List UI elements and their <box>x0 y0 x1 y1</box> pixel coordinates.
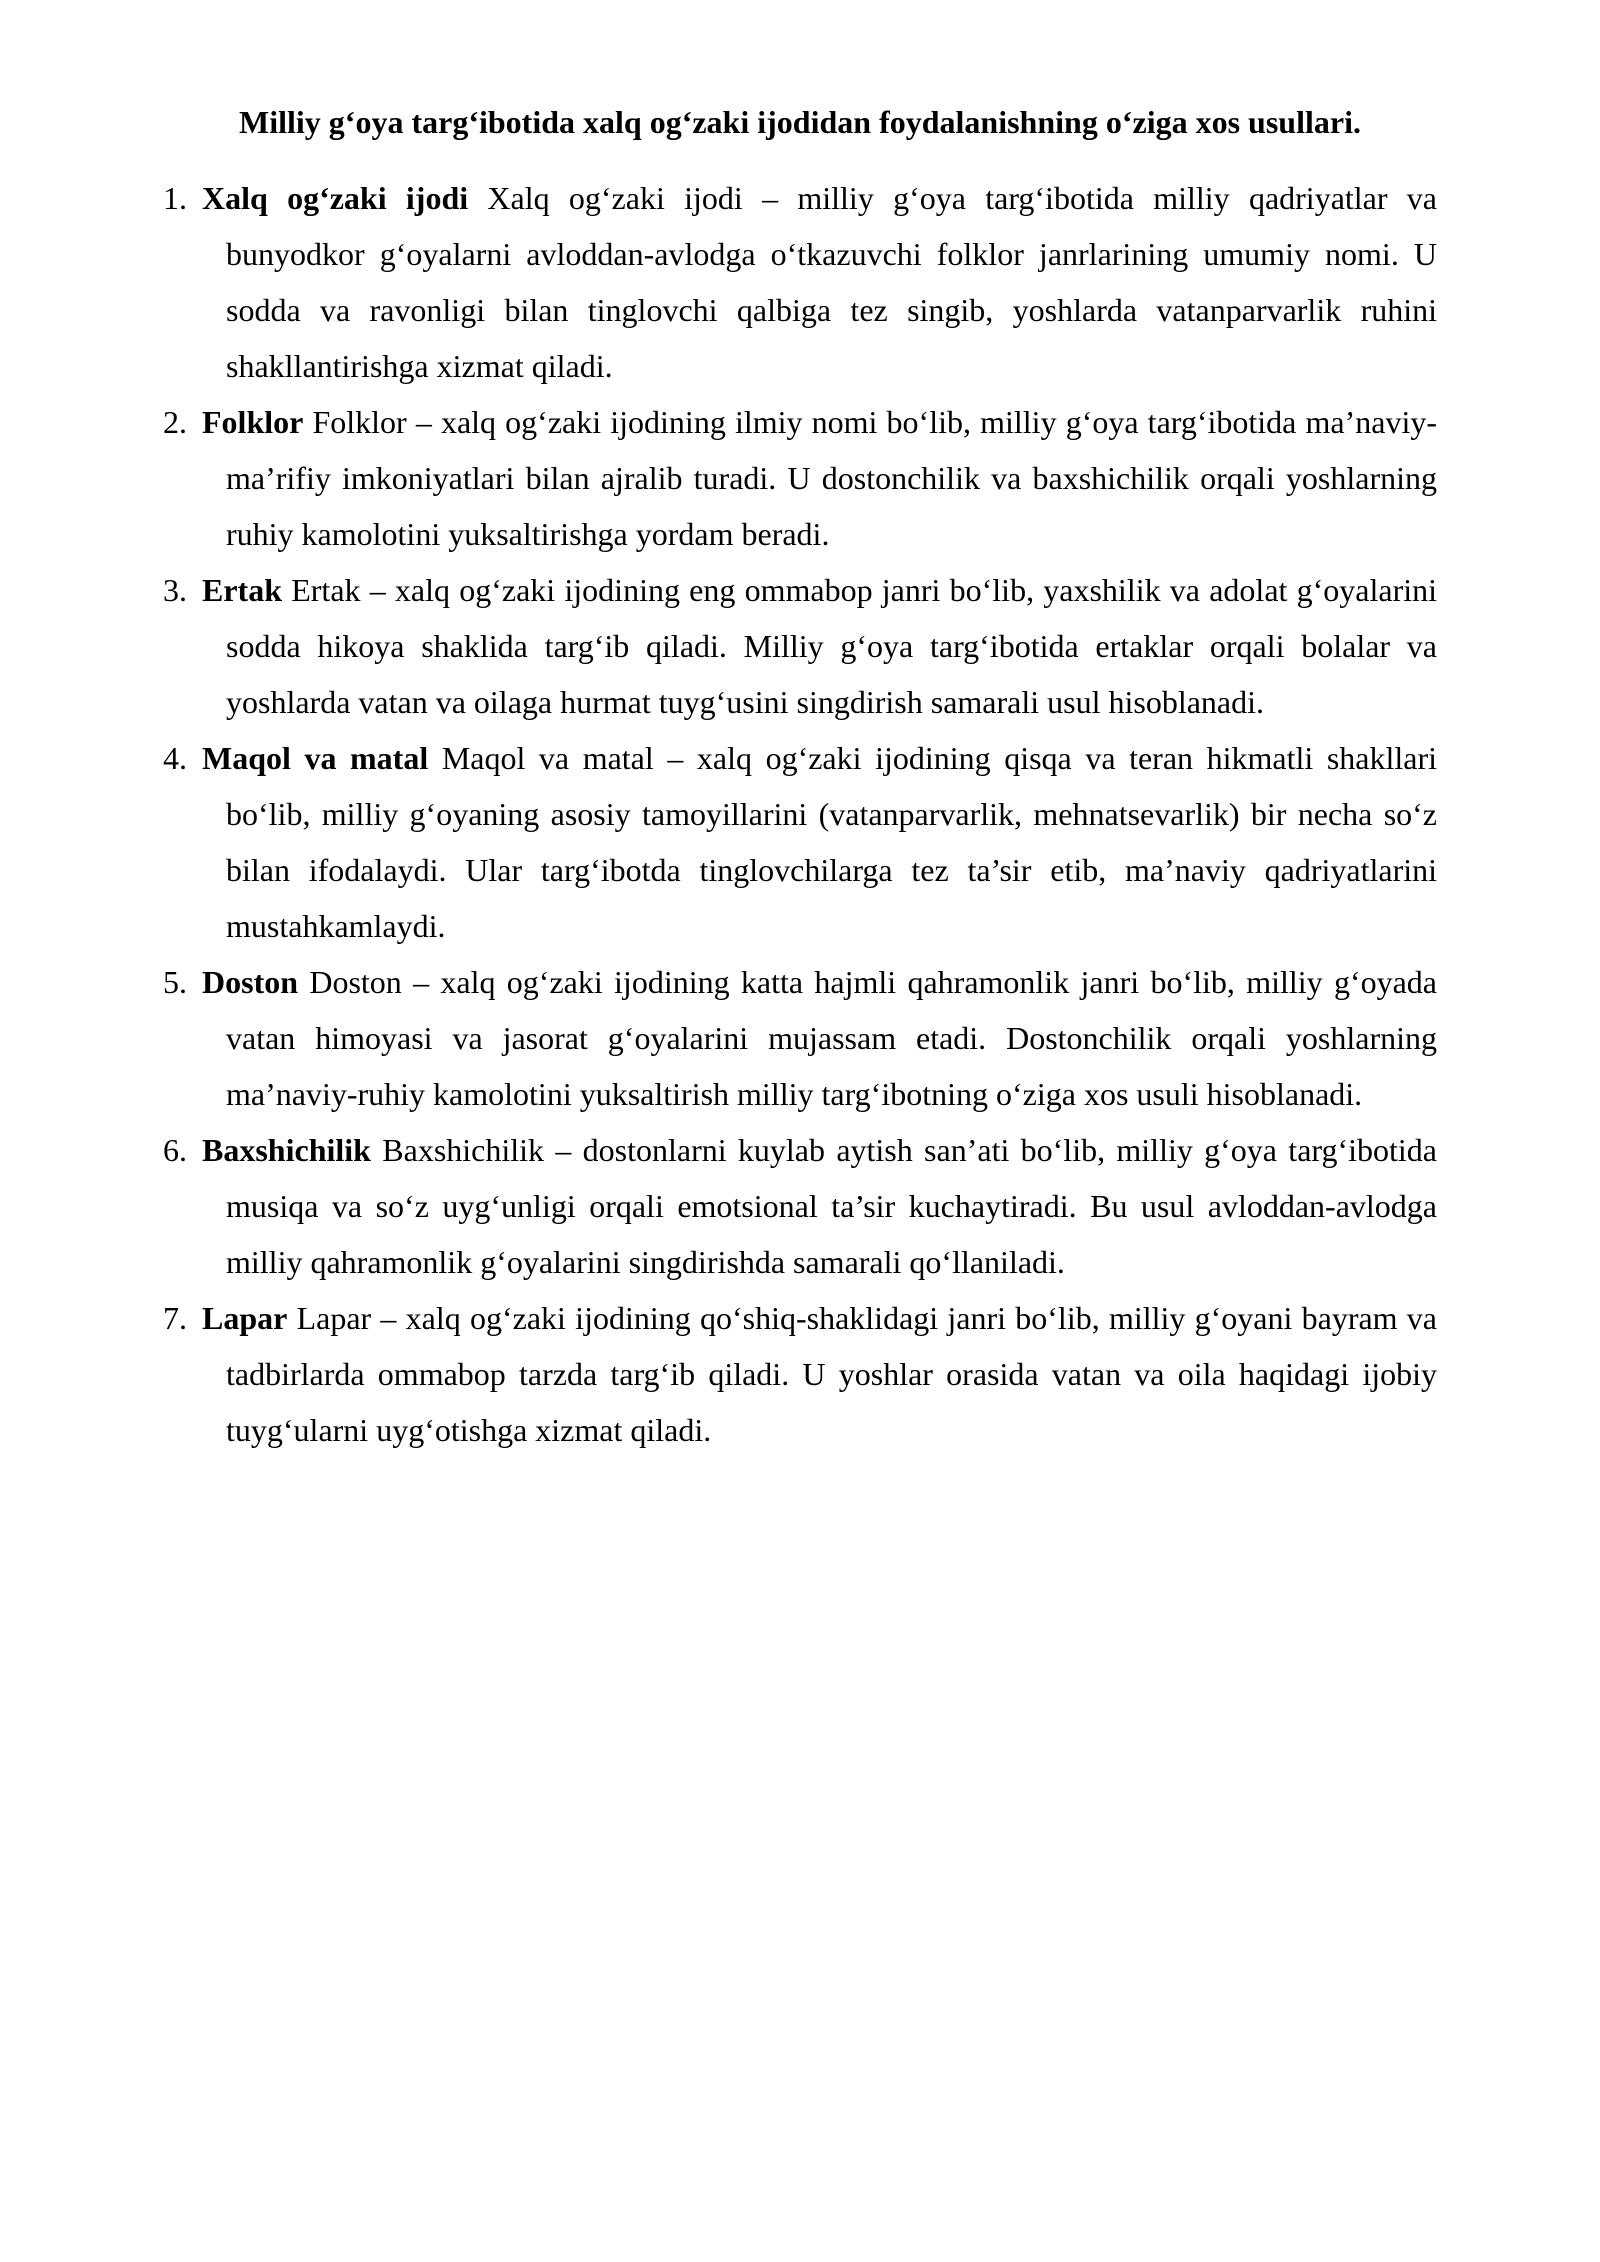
list-item <box>163 394 1437 562</box>
item-number: 7. <box>163 1300 187 1336</box>
item-term: Xalq og‘zaki ijodi <box>202 180 469 216</box>
list-item <box>163 1290 1437 1458</box>
list-item <box>163 170 1437 394</box>
item-text: Ertak – xalq og‘zaki ijodining eng ommabop janri bo‘lib, yaxshilik va adolat g‘oyalarini sodda hikoya shaklida targ‘ib qiladi. Milliy g‘oya targ‘ibotida ertaklar orqali bolalar va yoshlarda vatan va oilaga hurmat tuyg‘usini singdirish samarali usul hisoblanadi. <box>226 572 1438 720</box>
item-term: Lapar <box>202 1300 288 1336</box>
item-number: 3. <box>163 572 187 608</box>
item-term: Folklor <box>202 404 304 440</box>
item-number: 6. <box>163 1132 187 1168</box>
item-text: Lapar – xalq og‘zaki ijodining qo‘shiq-shaklidagi janri bo‘lib, milliy g‘oyani bayram va tadbirlarda ommabop tarzda targ‘ib qiladi. U yoshlar orasida vatan va oila haqidagi ijobiy tuyg‘ularni uyg‘otishga xizmat qiladi. <box>226 1300 1437 1448</box>
item-number: 5. <box>163 964 187 1000</box>
document-list <box>163 170 1437 1458</box>
list-item <box>163 562 1437 730</box>
item-term: Baxshichilik <box>202 1132 371 1168</box>
item-number: 2. <box>163 404 187 440</box>
item-term: Maqol va matal <box>202 740 429 776</box>
list-item <box>163 1122 1437 1290</box>
item-text: Xalq og‘zaki ijodi – milliy g‘oya targ‘ibotida milliy qadriyatlar va bunyodkor g‘oyalarni avloddan-avlodga o‘tkazuvchi folklor janrlarining umumiy nomi. U sodda va ravonligi bilan tinglovchi qalbiga tez singib, yoshlarda vatanparvarlik ruhini shakllantirishga xizmat qiladi. <box>226 180 1438 384</box>
list-item <box>163 730 1437 954</box>
item-text: Folklor – xalq og‘zaki ijodining ilmiy nomi bo‘lib, milliy g‘oya targ‘ibotida ma’naviy-ma’rifiy imkoniyatlari bilan ajralib turadi. U dostonchilik va baxshichilik orqali yoshlarning ruhiy kamolotini yuksaltirishga yordam beradi. <box>226 404 1438 552</box>
list-item <box>163 954 1437 1122</box>
item-number: 1. <box>163 180 187 216</box>
item-text: Baxshichilik – dostonlarni kuylab aytish san’ati bo‘lib, milliy g‘oya targ‘ibotida musiqa va so‘z uyg‘unligi orqali emotsional ta’sir kuchaytiradi. Bu usul avloddan-avlodga milliy qahramonlik g‘oyalarini singdirishda samarali qo‘llaniladi. <box>226 1132 1438 1280</box>
item-term: Doston <box>202 964 299 1000</box>
item-number: 4. <box>163 740 187 776</box>
item-text: Maqol va matal – xalq og‘zaki ijodining qisqa va teran hikmatli shakllari bo‘lib, milliy g‘oyaning asosiy tamoyillarini (vatanparvarlik, mehnatsevarlik) bir necha so‘z bilan ifodalaydi. Ular targ‘ibotda tinglovchilarga tez ta’sir etib, ma’naviy qadriyatlarini mustahkamlaydi. <box>226 740 1438 944</box>
item-term: Ertak <box>202 572 282 608</box>
document-title: Milliy g‘oya targ‘ibotida xalq og‘zaki ijodidan foydalanishning o‘ziga xos usullari. <box>239 104 1361 140</box>
item-text: Doston – xalq og‘zaki ijodining katta hajmli qahramonlik janri bo‘lib, milliy g‘oyada vatan himoyasi va jasorat g‘oyalarini mujassam etadi. Dostonchilik orqali yoshlarning ma’naviy-ruhiy kamolotini yuksaltirish milliy targ‘ibotning o‘ziga xos usuli hisoblanadi. <box>226 964 1438 1112</box>
